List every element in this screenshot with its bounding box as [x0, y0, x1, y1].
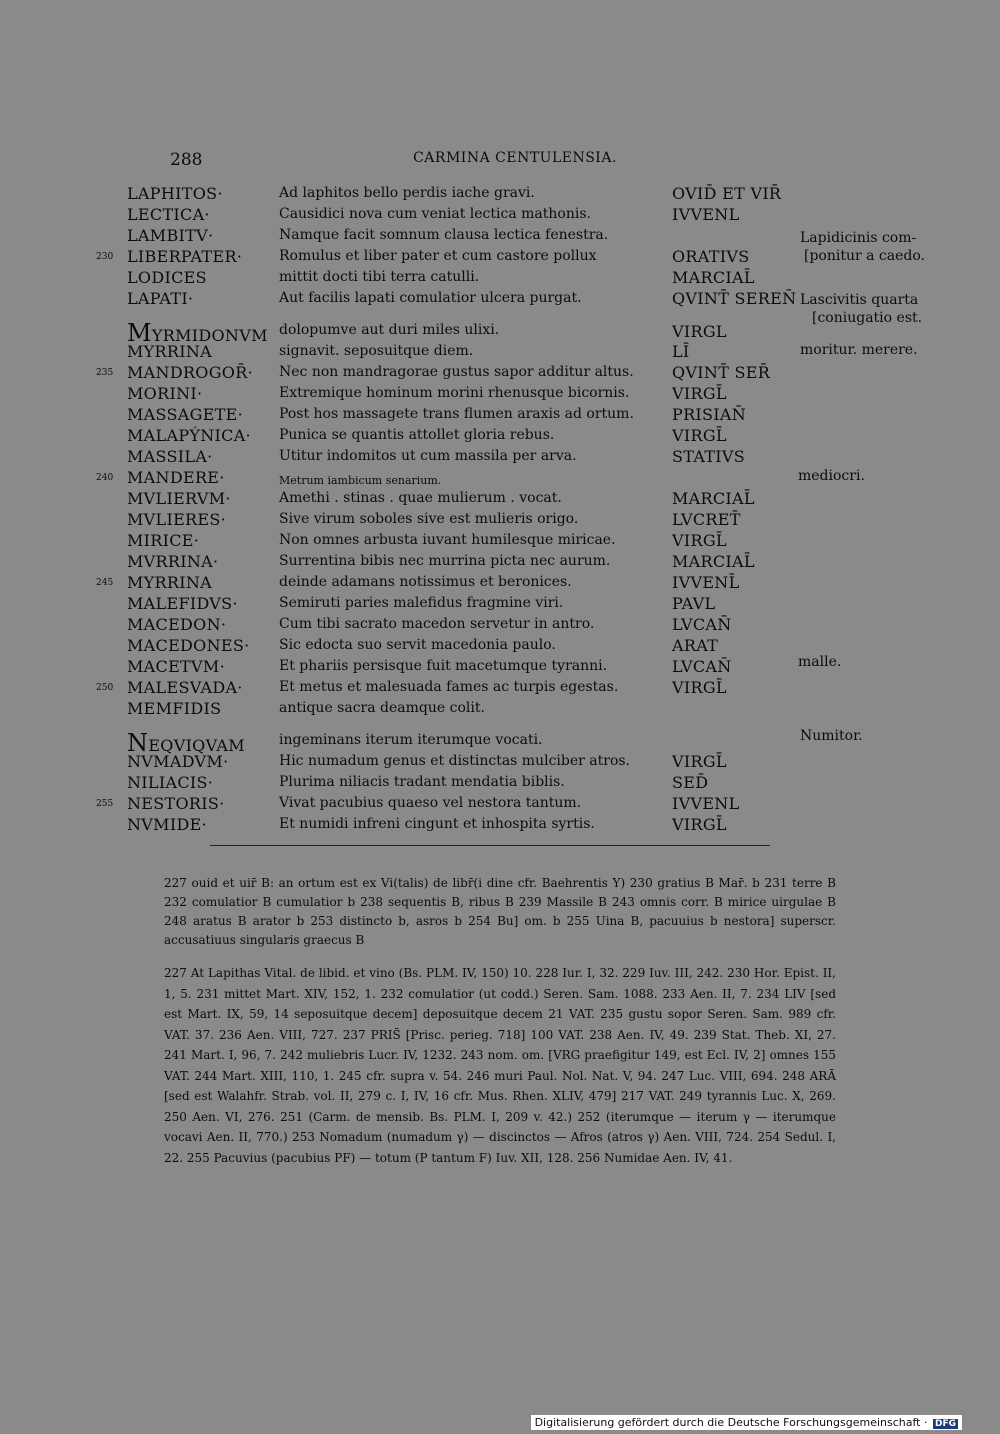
lemma	[127, 699, 221, 718]
lemma-text: LAPHITOS·	[127, 184, 223, 203]
lemma-text: NVMADVM·	[127, 752, 229, 771]
verse-text: Cum tibi sacrato macedon servetur in antro.	[279, 616, 595, 632]
lemma-text: LECTICA·	[127, 205, 210, 224]
margin-note: Lapidicinis com-	[800, 230, 917, 246]
margin-note: malle.	[798, 654, 842, 670]
source-author: SED̄	[672, 773, 709, 792]
source-author: PRISIAN̄	[672, 405, 747, 424]
lemma	[127, 384, 202, 403]
source-author: VIRGL̄	[672, 426, 727, 445]
lemma-text: MASSAGETE·	[127, 405, 244, 424]
source-author: VIRGL̄	[672, 384, 727, 403]
lemma	[127, 268, 207, 287]
margin-note: Lascivitis quarta	[800, 292, 919, 308]
source-author: IVVENL	[672, 794, 740, 813]
lemma	[127, 226, 213, 245]
lemma	[127, 636, 250, 655]
lemma-text: NESTORIS·	[127, 794, 225, 813]
verse-text: Romulus et liber pater et cum castore pollux	[279, 248, 597, 264]
lemma	[127, 405, 243, 424]
glossary-row	[0, 594, 1000, 615]
lemma	[127, 794, 225, 813]
lemma	[127, 573, 212, 592]
glossary-row	[0, 489, 1000, 510]
lemma-text: MVLIERES·	[127, 510, 227, 529]
line-number: 240	[96, 473, 114, 483]
testimonia	[164, 963, 836, 1168]
glossary-row	[0, 205, 1000, 226]
lemma-text: LAMBITV·	[127, 226, 214, 245]
margin-note: [ponitur a caedo.	[804, 248, 925, 264]
source-author: LVCAN̄	[672, 615, 732, 634]
line-number: 255	[96, 799, 114, 809]
verse-text: Post hos massagete trans flumen araxis ad ortum.	[279, 406, 634, 422]
verse-text: Punica se quantis attollet gloria rebus.	[279, 427, 555, 443]
lemma-text: MACEDON·	[127, 615, 227, 634]
glossary-row	[0, 615, 1000, 636]
source-author: OVID̄ ET VIR̄	[672, 184, 782, 203]
lemma	[127, 773, 213, 792]
lemma-text: MIRICE·	[127, 531, 200, 550]
lemma-text: MEMFIDIS	[127, 699, 222, 718]
glossary-row	[0, 657, 1000, 678]
page-number: 288	[170, 150, 203, 170]
lemma	[127, 247, 242, 266]
source-author: VIRGL̄	[672, 815, 727, 834]
source-author: MARCIAL̄	[672, 552, 755, 571]
glossary-row	[0, 426, 1000, 447]
verse-text: Sive virum soboles sive est mulieris origo.	[279, 511, 579, 527]
lemma	[127, 657, 225, 676]
verse-text: Amethi . stinas . quae mulierum . vocat.	[279, 490, 562, 506]
verse-text: mittit docti tibi terra catulli.	[279, 269, 480, 285]
source-author: VIRGL̄	[672, 752, 727, 771]
source-author: VIRGL̄	[672, 531, 727, 550]
glossary-row	[0, 815, 1000, 836]
lemma	[127, 447, 213, 466]
verse-text: Hic numadum genus et distinctas mulciber atros.	[279, 753, 631, 769]
lemma	[127, 752, 228, 771]
source-author: MARCIAL̄	[672, 268, 755, 287]
lemma-text: MVLIERVM·	[127, 489, 231, 508]
lemma-text: MASSILA·	[127, 447, 213, 466]
lemma-text: MALAPÝNICA·	[127, 426, 251, 445]
source-author: ORATIVS	[672, 247, 750, 266]
glossary-row	[0, 268, 1000, 289]
source-author: QVINT̄ SER̄	[672, 363, 771, 382]
lemma-text: NVMIDE·	[127, 815, 207, 834]
glossary-row	[0, 573, 1000, 594]
glossary-row	[0, 510, 1000, 531]
footer-credit-text: Digitalisierung gefördert durch die Deutsche Forschungsgemeinschaft ·	[534, 1416, 928, 1429]
lemma	[127, 552, 218, 571]
lemma-text: MALESVADA·	[127, 678, 243, 697]
verse-text: Metrum iambicum senarium.	[279, 474, 442, 487]
glossary-row	[0, 773, 1000, 794]
glossary-row	[0, 678, 1000, 699]
glossary-row	[0, 184, 1000, 205]
lemma	[127, 363, 253, 382]
glossary-row	[0, 552, 1000, 573]
lemma	[127, 426, 251, 445]
lemma-text: LAPATI·	[127, 289, 194, 308]
glossary-row	[0, 794, 1000, 815]
verse-text: Non omnes arbusta iuvant humilesque miricae.	[279, 532, 616, 548]
verse-text: Et metus et malesuada fames ac turpis egestas.	[279, 679, 619, 695]
verse-text: antique sacra deamque colit.	[279, 700, 485, 716]
testimonia-text: 227 At Lapithas Vital. de libid. et vino (Bs. PLM. IV, 150) 10. 228 Iur. I, 32. 229 Iuv. III, 242. 230 Hor. Epist. II, 1, 5. 231 mittet Mart. XIV, 152, 1. 232 comulatior (ut codd.) Seren. Sam. 1088. 233 Aen. II, 7. 234 LIV [sed est Mart. IX, 59, 14 seposuitque decem] deposuitque decem 21 VAT. 235 gustu sopor Seren. Sam. 989 cfr. VAT. 37. 236 Aen. VIII, 727. 237 PRIS̄ [Prisc. perieg. 718] 100 VAT. 238 Aen. IV, 49. 239 Stat. Theb. XI, 27. 241 Mart. I, 96, 7. 242 muliebris Lucr. IV, 1232. 243 nom. om. [VRG praefigitur 149, est Ecl. IV, 2] omnes 155 VAT. 244 Mart. XIII, 110, 1. 245 cfr. supra v. 54. 246 muri Paul. Nol. Nat. V, 94. 247 Luc. VIII, 694. 248 ARĀ [sed est Walahfr. Strab. vol. II, 279 c. I, IV, 16 cfr. Mus. Rhen. XLIV, 479] 217 VAT. 249 tyrannis Luc. X, 269. 250 Aen. VI, 276. 251 (Carm. de mensib. Bs. PLM. I, 209 v. 42.) 252 (iterumque — iterum γ — iterumque vocavi Aen. II, 770.) 253 Nomadum (numadum γ) — discinctos — Afros (atros γ) Aen. VIII, 724. 254 Sedul. I, 22. 255 Pacuvius (pacubius PF) — totum (P tantum F) Iuv. XII, 128. 256 Numidae Aen. IV, 41.	[164, 966, 836, 1165]
lemma-text: MACEDONES·	[127, 636, 250, 655]
glossary-row	[0, 363, 1000, 384]
lemma-text: MVRRINA·	[127, 552, 219, 571]
verse-text: dolopumve aut duri miles ulixi.	[279, 322, 500, 338]
source-author: VIRGL	[672, 322, 727, 341]
source-author: QVINT̄ SEREN̄	[672, 289, 797, 308]
source-author: LVCAN̄	[672, 657, 732, 676]
lemma-text: MORINI·	[127, 384, 203, 403]
lemma	[127, 489, 231, 508]
critical-apparatus	[164, 874, 836, 950]
source-author: ARAT	[672, 636, 719, 655]
margin-note: moritur. merere.	[800, 342, 918, 358]
lemma	[127, 510, 226, 529]
lemma	[127, 342, 212, 361]
verse-text: Plurima niliacis tradant mendatia biblis.	[279, 774, 565, 790]
glossary-row	[0, 531, 1000, 552]
source-author: PAVL	[672, 594, 716, 613]
source-author: MARCIAL̄	[672, 489, 755, 508]
verse-text: Causidici nova cum veniat lectica mathonis.	[279, 206, 591, 222]
lemma-text: MANDERE·	[127, 468, 225, 487]
glossary-row	[0, 405, 1000, 426]
lemma-text: MYRRINA	[127, 342, 213, 361]
footer-credit	[531, 1415, 962, 1430]
lemma	[127, 594, 238, 613]
verse-text: Namque facit somnum clausa lectica fenestra.	[279, 227, 609, 243]
lemma	[127, 205, 210, 224]
lemma-text: MACETVM·	[127, 657, 225, 676]
verse-text: ingeminans iterum iterumque vocati.	[279, 732, 543, 748]
margin-note: Numitor.	[800, 728, 863, 744]
source-author: IVVENL̄	[672, 573, 740, 592]
glossary-row	[0, 636, 1000, 657]
lemma	[127, 531, 199, 550]
lemma	[127, 678, 243, 697]
verse-text: Et numidi infreni cingunt et inhospita syrtis.	[279, 816, 595, 832]
verse-text: deinde adamans notissimus et beronices.	[279, 574, 572, 590]
source-author: IVVENL	[672, 205, 740, 224]
lemma-text: MANDROGOR̄·	[127, 363, 253, 382]
footnote-rule	[210, 845, 770, 846]
verse-text: Ad laphitos bello perdis iache gravi.	[279, 185, 535, 201]
lemma-text: MYRRINA	[127, 573, 213, 592]
dfg-logo: DFG	[934, 1419, 956, 1429]
lemma-initial: N	[127, 729, 149, 757]
verse-text: Sic edocta suo servit macedonia paulo.	[279, 637, 556, 653]
lemma-text: EQVIQVAM	[148, 736, 245, 755]
lemma	[127, 184, 223, 203]
lemma	[127, 468, 225, 487]
margin-note: mediocri.	[798, 468, 865, 484]
lemma-text: YRMIDONVM	[151, 326, 268, 345]
line-number: 235	[96, 368, 114, 378]
line-number: 245	[96, 578, 114, 588]
glossary-row	[0, 384, 1000, 405]
lemma	[127, 815, 207, 834]
source-author: LVCRET̄	[672, 510, 741, 529]
line-number: 230	[96, 252, 114, 262]
line-number: 250	[96, 683, 114, 693]
verse-text: Aut facilis lapati comulatior ulcera purgat.	[279, 290, 582, 306]
lemma	[127, 289, 193, 308]
verse-text: Nec non mandragorae gustus sapor additur altus.	[279, 364, 634, 380]
glossary-row	[0, 752, 1000, 773]
verse-text: Utitur indomitos ut cum massila per arva.	[279, 448, 577, 464]
glossary-row	[0, 699, 1000, 720]
glossary-row	[0, 447, 1000, 468]
verse-text: Surrentina bibis nec murrina picta nec aurum.	[279, 553, 611, 569]
verse-text: Semiruti paries malefidus fragmine viri.	[279, 595, 564, 611]
margin-note: [coniugatio est.	[812, 310, 923, 326]
lemma	[127, 615, 226, 634]
verse-text: Extremique hominum morini rhenusque bicornis.	[279, 385, 630, 401]
verse-text: Et phariis persisque fuit macetumque tyranni.	[279, 658, 608, 674]
lemma-text: MALEFIDVS·	[127, 594, 238, 613]
apparatus-text: 227 ouid et uir̄ B: an ortum est ex Vi(talis) de libr̄(i dine cfr. Baehrentis Y) 230 gratius B Mar̄. b 231 terre B 232 comulatior B cumulatior b 238 sequentis B, ribus B 239 Massile B 243 omnis corr. B mirice uirgulae B 248 aratus B arator b 253 distincto b, asros b 254 Bu] om. b 255 Uina B, pacuuius b nestora] superscr. accusatiuus singularis graecus B	[164, 876, 836, 947]
lemma-text: LODICES	[127, 268, 207, 287]
verse-text: signavit. seposuitque diem.	[279, 343, 474, 359]
source-author: VIRGL̄	[672, 678, 727, 697]
source-author: LĪ	[672, 342, 690, 361]
verse-text: Vivat pacubius quaeso vel nestora tantum.	[279, 795, 582, 811]
source-author: STATIVS	[672, 447, 746, 466]
running-head: CARMINA CENTULENSIA.	[413, 150, 617, 166]
lemma-text: LIBERPATER·	[127, 247, 243, 266]
lemma-initial: M	[127, 319, 152, 347]
lemma-text: NILIACIS·	[127, 773, 214, 792]
